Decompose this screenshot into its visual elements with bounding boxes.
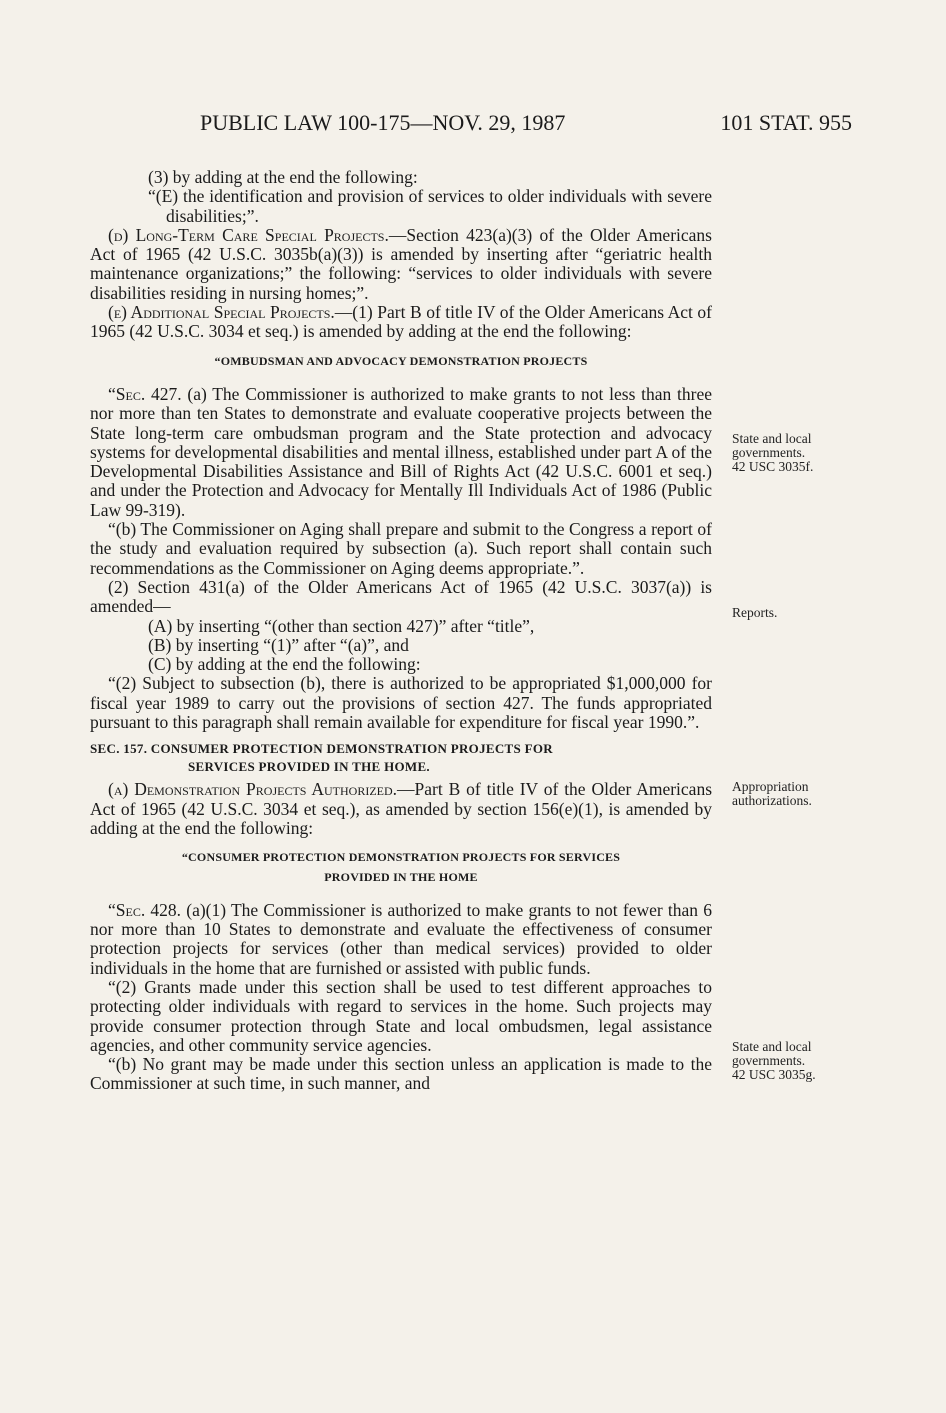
paragraph — [90, 780, 712, 838]
section-title — [90, 740, 712, 776]
paragraph: “(E) the identification and provision of services to older individuals with severe disabilities;”. — [148, 186, 712, 226]
paragraph: “(b) No grant may be made under this section unless an application is made to the Commissioner at such time, in such manner, and — [90, 1054, 712, 1094]
section-lead: “Sec. — [108, 899, 146, 920]
paragraph — [90, 901, 712, 978]
paragraph-text: 427. (a) The Commissioner is authorized to make grants to not less than three nor more than ten States to demonstrate and evaluate cooperative projects between the State long-term care ombudsman program and the State protection and advocacy systems for developmental disabilities and mental illness, established under part A of the Developmental Disabilities Assistance and Bill of Rights Act (42 U.S.C. 6001 et seq.) and under the Protection and Advocacy for Mentally Ill Individuals Act of 1986 (Public Law 99-319). — [90, 383, 712, 520]
paragraph: (B) by inserting “(1)” after “(a)”, and — [148, 634, 409, 655]
statute-citation: 101 STAT. 955 — [720, 110, 852, 135]
section-title-line: SERVICES PROVIDED IN THE HOME. — [188, 759, 430, 775]
section-lead: “Sec. — [108, 383, 146, 404]
margin-note-line: State and local — [732, 1039, 812, 1054]
section-heading: “CONSUMER PROTECTION DEMONSTRATION PROJECTS FOR SERVICES — [181, 850, 621, 865]
subsection-heading: (e) Additional Special Projects. — [108, 302, 335, 323]
section-title-line: SEC. 157. CONSUMER PROTECTION DEMONSTRATION PROJECTS FOR — [90, 741, 553, 757]
margin-note-appropriation — [732, 780, 862, 808]
margin-note-state-local-2 — [732, 1040, 862, 1082]
paragraph: (3) by adding at the end the following: — [148, 167, 418, 187]
paragraph — [90, 385, 712, 520]
paragraph-text: —Part B of title IV of the Older Americans Act of 1965 (42 U.S.C. 3034 et seq.), as amended by section 156(e)(1), is amended by adding at the end the following: — [90, 779, 713, 838]
paragraph-text: —(1) Part B of title IV of the Older Americans Act of 1965 (42 U.S.C. 3034 et seq.) is amended by adding at the end the following: — [90, 302, 712, 342]
paragraph: (A) by inserting “(other than section 427)” after “title”, — [148, 615, 535, 636]
paragraph-text: —Section 423(a)(3) of the Older Americans Act of 1965 (42 U.S.C. 3035b(a)(3)) is amended by inserting after “geriatric health maintenance organizations;” the following: “services to older individuals with severe disabilities residing in nursing homes;”. — [90, 224, 712, 303]
paragraph — [90, 226, 712, 303]
section-heading: “OMBUDSMAN AND ADVOCACY DEMONSTRATION PROJECTS — [214, 353, 588, 368]
margin-note-line: authorizations. — [732, 793, 812, 808]
paragraph: “(2) Grants made under this section shall be used to test different approaches to protecting older individuals with regard to services in the home. Such projects may provide consumer protection through State and local ombudsmen, legal assistance agencies, and other community service agencies. — [90, 976, 712, 1055]
margin-note-line: Reports. — [732, 605, 778, 620]
page-header — [90, 110, 852, 144]
subsection-heading: (a) Demonstration Projects Authorized. — [108, 779, 398, 800]
margin-note-line: Appropriation — [732, 779, 809, 794]
margin-note-line: governments. — [732, 445, 806, 460]
paragraph: (2) Section 431(a) of the Older Americans Act of 1965 (42 U.S.C. 3037(a)) is amended— — [90, 576, 712, 617]
subsection-heading: (d) Long-Term Care Special Projects. — [108, 224, 389, 245]
paragraph: (C) by adding at the end the following: — [148, 654, 421, 675]
margin-note-line: State and local — [732, 431, 812, 446]
margin-note-line: 42 USC 3035f. — [732, 459, 814, 474]
paragraph: “(b) The Commissioner on Aging shall prepare and submit to the Congress a report of the study and evaluation required by subsection (a). Such report shall contain such recommendations as the Commissioner on Aging deems appropriate.”. — [90, 519, 712, 578]
paragraph — [90, 303, 712, 342]
margin-note-reports — [732, 606, 862, 620]
document-body — [90, 168, 712, 1094]
paragraph-text: 428. (a)(1) The Commissioner is authorized to make grants to not fewer than 6 nor more than 10 States to demonstrate and evaluate the effectiveness of consumer protection projects for services (other than medical services) provided to older individuals in the home that are furnished or assisted with public funds. — [90, 899, 712, 978]
margin-note-state-local-1 — [732, 432, 862, 474]
law-title: PUBLIC LAW 100-175—NOV. 29, 1987 — [200, 110, 566, 135]
paragraph: “(2) Subject to subsection (b), there is authorized to be appropriated $1,000,000 for fiscal year 1989 to carry out the provisions of section 427. The funds appropriated pursuant to this paragraph shall remain available for expenditure for fiscal year 1990.”. — [90, 673, 712, 733]
margin-note-line: 42 USC 3035g. — [732, 1067, 816, 1082]
margin-note-line: governments. — [732, 1053, 806, 1068]
section-heading: PROVIDED IN THE HOME — [324, 869, 478, 884]
